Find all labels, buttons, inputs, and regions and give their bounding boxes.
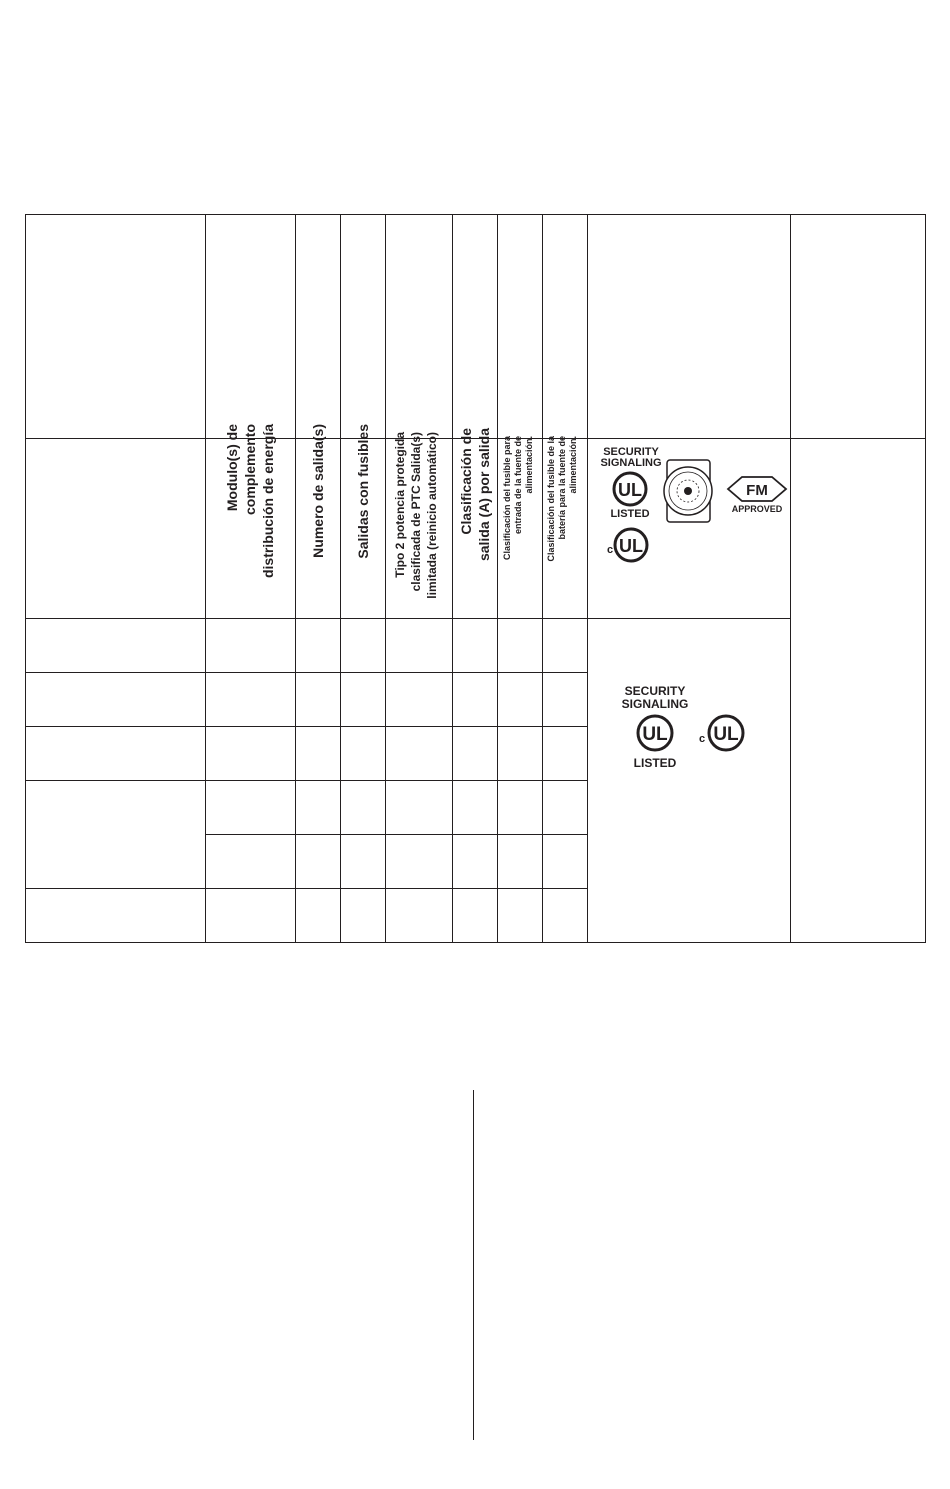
header-input-fuse-line1: Clasificación del fusible para <box>502 436 512 561</box>
ul-listed-icon <box>614 473 646 505</box>
header-modules: Modulo(s) de <box>224 424 240 512</box>
c-prefix-b: c <box>699 733 706 745</box>
header-input-fuse-line3: alimentación. <box>524 436 534 494</box>
header-ptc-line1: Tipo 2 potencia protegida <box>393 432 407 578</box>
security-signaling-label-b2: SIGNALING <box>621 697 689 711</box>
table-headers <box>224 424 578 599</box>
header-battery-fuse-line1: Clasificación del fusible de la <box>546 436 556 562</box>
ul-mark-text: UL <box>618 480 642 500</box>
cul-icon-secondary <box>699 716 743 750</box>
header-modules-line2: complemento <box>242 424 258 516</box>
cul-mark-text-b: UL <box>713 724 739 745</box>
approval-marks-secondary <box>622 684 743 770</box>
fm-approved-icon <box>728 477 786 501</box>
security-signaling-label: SECURITY <box>603 446 659 458</box>
header-ptc-line3: limitada (reinicio automático) <box>425 432 439 599</box>
security-signaling-label-2: SIGNALING <box>600 457 662 469</box>
fm-approved-label: APPROVED <box>731 504 783 514</box>
header-battery-fuse-line3: alimentación. <box>568 436 578 494</box>
header-fused-outputs: Salidas con fusibles <box>355 424 371 559</box>
c-prefix: c <box>607 544 614 556</box>
approval-marks-primary <box>600 446 786 561</box>
header-input-fuse-line2: entrada de la fuente de <box>513 436 523 535</box>
cul-icon <box>607 529 647 561</box>
cul-mark-text: UL <box>619 536 643 556</box>
header-outputs-number: Numero de salida(s) <box>310 424 326 558</box>
header-ptc-line2: clasificada de PTC Salida(s) <box>409 432 423 592</box>
listed-label-b: LISTED <box>633 756 677 770</box>
header-battery-fuse-line2: batería para la fuente de <box>557 436 567 540</box>
ul-mark-text-b: UL <box>642 724 668 745</box>
security-signaling-label-b: SECURITY <box>624 684 686 698</box>
power-distribution-table <box>25 214 926 943</box>
header-output-rating-line1: Clasificación de <box>458 428 474 535</box>
state-fire-marshal-seal-icon <box>664 460 712 522</box>
header-modules-line3: distribución de energía <box>260 424 276 579</box>
fm-mark-text: FM <box>746 482 768 499</box>
ul-listed-icon-secondary <box>638 716 672 750</box>
listed-label: LISTED <box>610 508 650 520</box>
header-output-rating-line2: salida (A) por salida <box>476 428 492 562</box>
